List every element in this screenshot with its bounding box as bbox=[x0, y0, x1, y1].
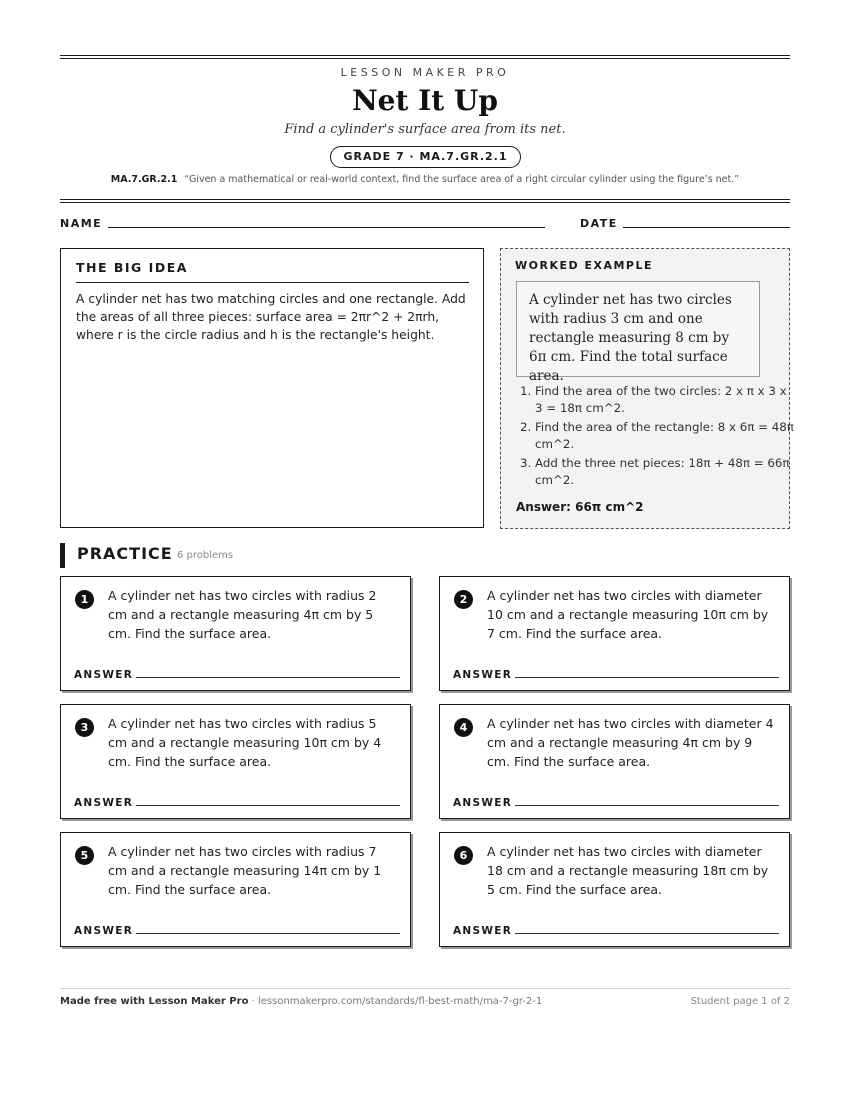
footer-made-with: Made free with Lesson Maker Pro bbox=[60, 996, 249, 1007]
header-bottom-rule bbox=[60, 202, 790, 203]
answer-field[interactable] bbox=[136, 933, 400, 934]
practice-problem-card bbox=[439, 704, 790, 819]
problem-number: 6 bbox=[454, 846, 473, 865]
worked-example-answer: Answer: 66π cm^2 bbox=[516, 500, 644, 514]
practice-problem-card bbox=[60, 704, 411, 819]
problem-text: A cylinder net has two circles with diameter 10 cm and a rectangle measuring 10π cm by 7 cm. Find the surface area. bbox=[487, 588, 769, 641]
brand-name: LESSON MAKER PRO bbox=[340, 66, 510, 79]
worked-step: 3. Add the three net pieces: 18π + 48π = 66π cm^2. bbox=[535, 455, 797, 489]
footer-credit bbox=[60, 996, 542, 1007]
problem-text: A cylinder net has two circles with diameter 4 cm and a rectangle measuring 4π cm by 9 cm. Find the surface area. bbox=[487, 716, 774, 769]
big-idea-text: A cylinder net has two matching circles and one rectangle. Add the areas of all three pieces: surface area = 2πr^2 + 2πrh, where r is the circle radius and h is the rectangle's height. bbox=[76, 292, 466, 342]
problem-number: 4 bbox=[454, 718, 473, 737]
grade-badge: GRADE 7 · MA.7.GR.2.1 bbox=[330, 146, 521, 168]
top-rule bbox=[60, 55, 790, 56]
problem-number: 1 bbox=[75, 590, 94, 609]
answer-label: ANSWER bbox=[74, 669, 134, 681]
header-bottom-rule bbox=[60, 199, 790, 200]
footer-rule bbox=[60, 988, 790, 989]
date-field[interactable] bbox=[623, 227, 790, 228]
answer-label: ANSWER bbox=[453, 669, 513, 681]
name-label: NAME bbox=[60, 217, 103, 230]
answer-field[interactable] bbox=[136, 805, 400, 806]
worked-example-steps bbox=[516, 383, 797, 491]
worked-step: 2. Find the area of the rectangle: 8 x 6π = 48π cm^2. bbox=[535, 419, 797, 453]
problem-text: A cylinder net has two circles with radius 7 cm and a rectangle measuring 14π cm by 1 cm. Find the surface area. bbox=[108, 844, 382, 897]
answer-field[interactable] bbox=[136, 677, 400, 678]
date-label: DATE bbox=[580, 217, 618, 230]
problem-number: 3 bbox=[75, 718, 94, 737]
footer-url[interactable]: · lessonmakerpro.com/standards/fl-best-math/ma-7-gr-2-1 bbox=[248, 996, 543, 1007]
top-rule bbox=[60, 58, 790, 59]
practice-accent-bar bbox=[60, 543, 65, 568]
answer-field[interactable] bbox=[515, 677, 779, 678]
answer-label: ANSWER bbox=[453, 797, 513, 809]
problem-number: 2 bbox=[454, 590, 473, 609]
problem-number: 5 bbox=[75, 846, 94, 865]
problem-text: A cylinder net has two circles with radius 2 cm and a rectangle measuring 4π cm by 5 cm. Find the surface area. bbox=[108, 588, 377, 641]
problem-text: A cylinder net has two circles with diameter 18 cm and a rectangle measuring 18π cm by 5 cm. Find the surface area. bbox=[487, 844, 769, 897]
worked-example-problem: A cylinder net has two circles with radius 3 cm and one rectangle measuring 8 cm by 6π cm. Find the total surface area. bbox=[516, 281, 760, 377]
worked-step: 1. Find the area of the two circles: 2 x π x 3 x 3 = 18π cm^2. bbox=[535, 383, 797, 417]
problem-text: A cylinder net has two circles with radius 5 cm and a rectangle measuring 10π cm by 4 cm. Find the surface area. bbox=[108, 716, 382, 769]
name-field[interactable] bbox=[108, 227, 545, 228]
page-title: Net It Up bbox=[352, 84, 498, 117]
answer-field[interactable] bbox=[515, 933, 779, 934]
answer-label: ANSWER bbox=[74, 797, 134, 809]
practice-count: 6 problems bbox=[177, 550, 234, 561]
page-subtitle: Find a cylinder's surface area from its net. bbox=[284, 122, 566, 137]
footer-page-number: Student page 1 of 2 bbox=[690, 996, 790, 1007]
practice-problem-card bbox=[60, 576, 411, 691]
standard-statement bbox=[0, 174, 850, 185]
practice-heading: PRACTICE bbox=[77, 544, 173, 563]
practice-problem-card bbox=[60, 832, 411, 947]
standard-code: MA.7.GR.2.1 bbox=[110, 174, 178, 185]
practice-problem-card bbox=[439, 576, 790, 691]
worked-example-heading: WORKED EXAMPLE bbox=[515, 259, 653, 272]
big-idea-box bbox=[60, 248, 484, 528]
answer-label: ANSWER bbox=[74, 925, 134, 937]
standard-text: “Given a mathematical or real-world context, find the surface area of a right circular cylinder using the figure’s net.” bbox=[184, 174, 740, 185]
answer-label: ANSWER bbox=[453, 925, 513, 937]
answer-field[interactable] bbox=[515, 805, 779, 806]
big-idea-heading: THE BIG IDEA bbox=[76, 260, 188, 275]
worked-example-box bbox=[500, 248, 794, 529]
big-idea-divider bbox=[76, 282, 469, 283]
practice-problem-card bbox=[439, 832, 790, 947]
